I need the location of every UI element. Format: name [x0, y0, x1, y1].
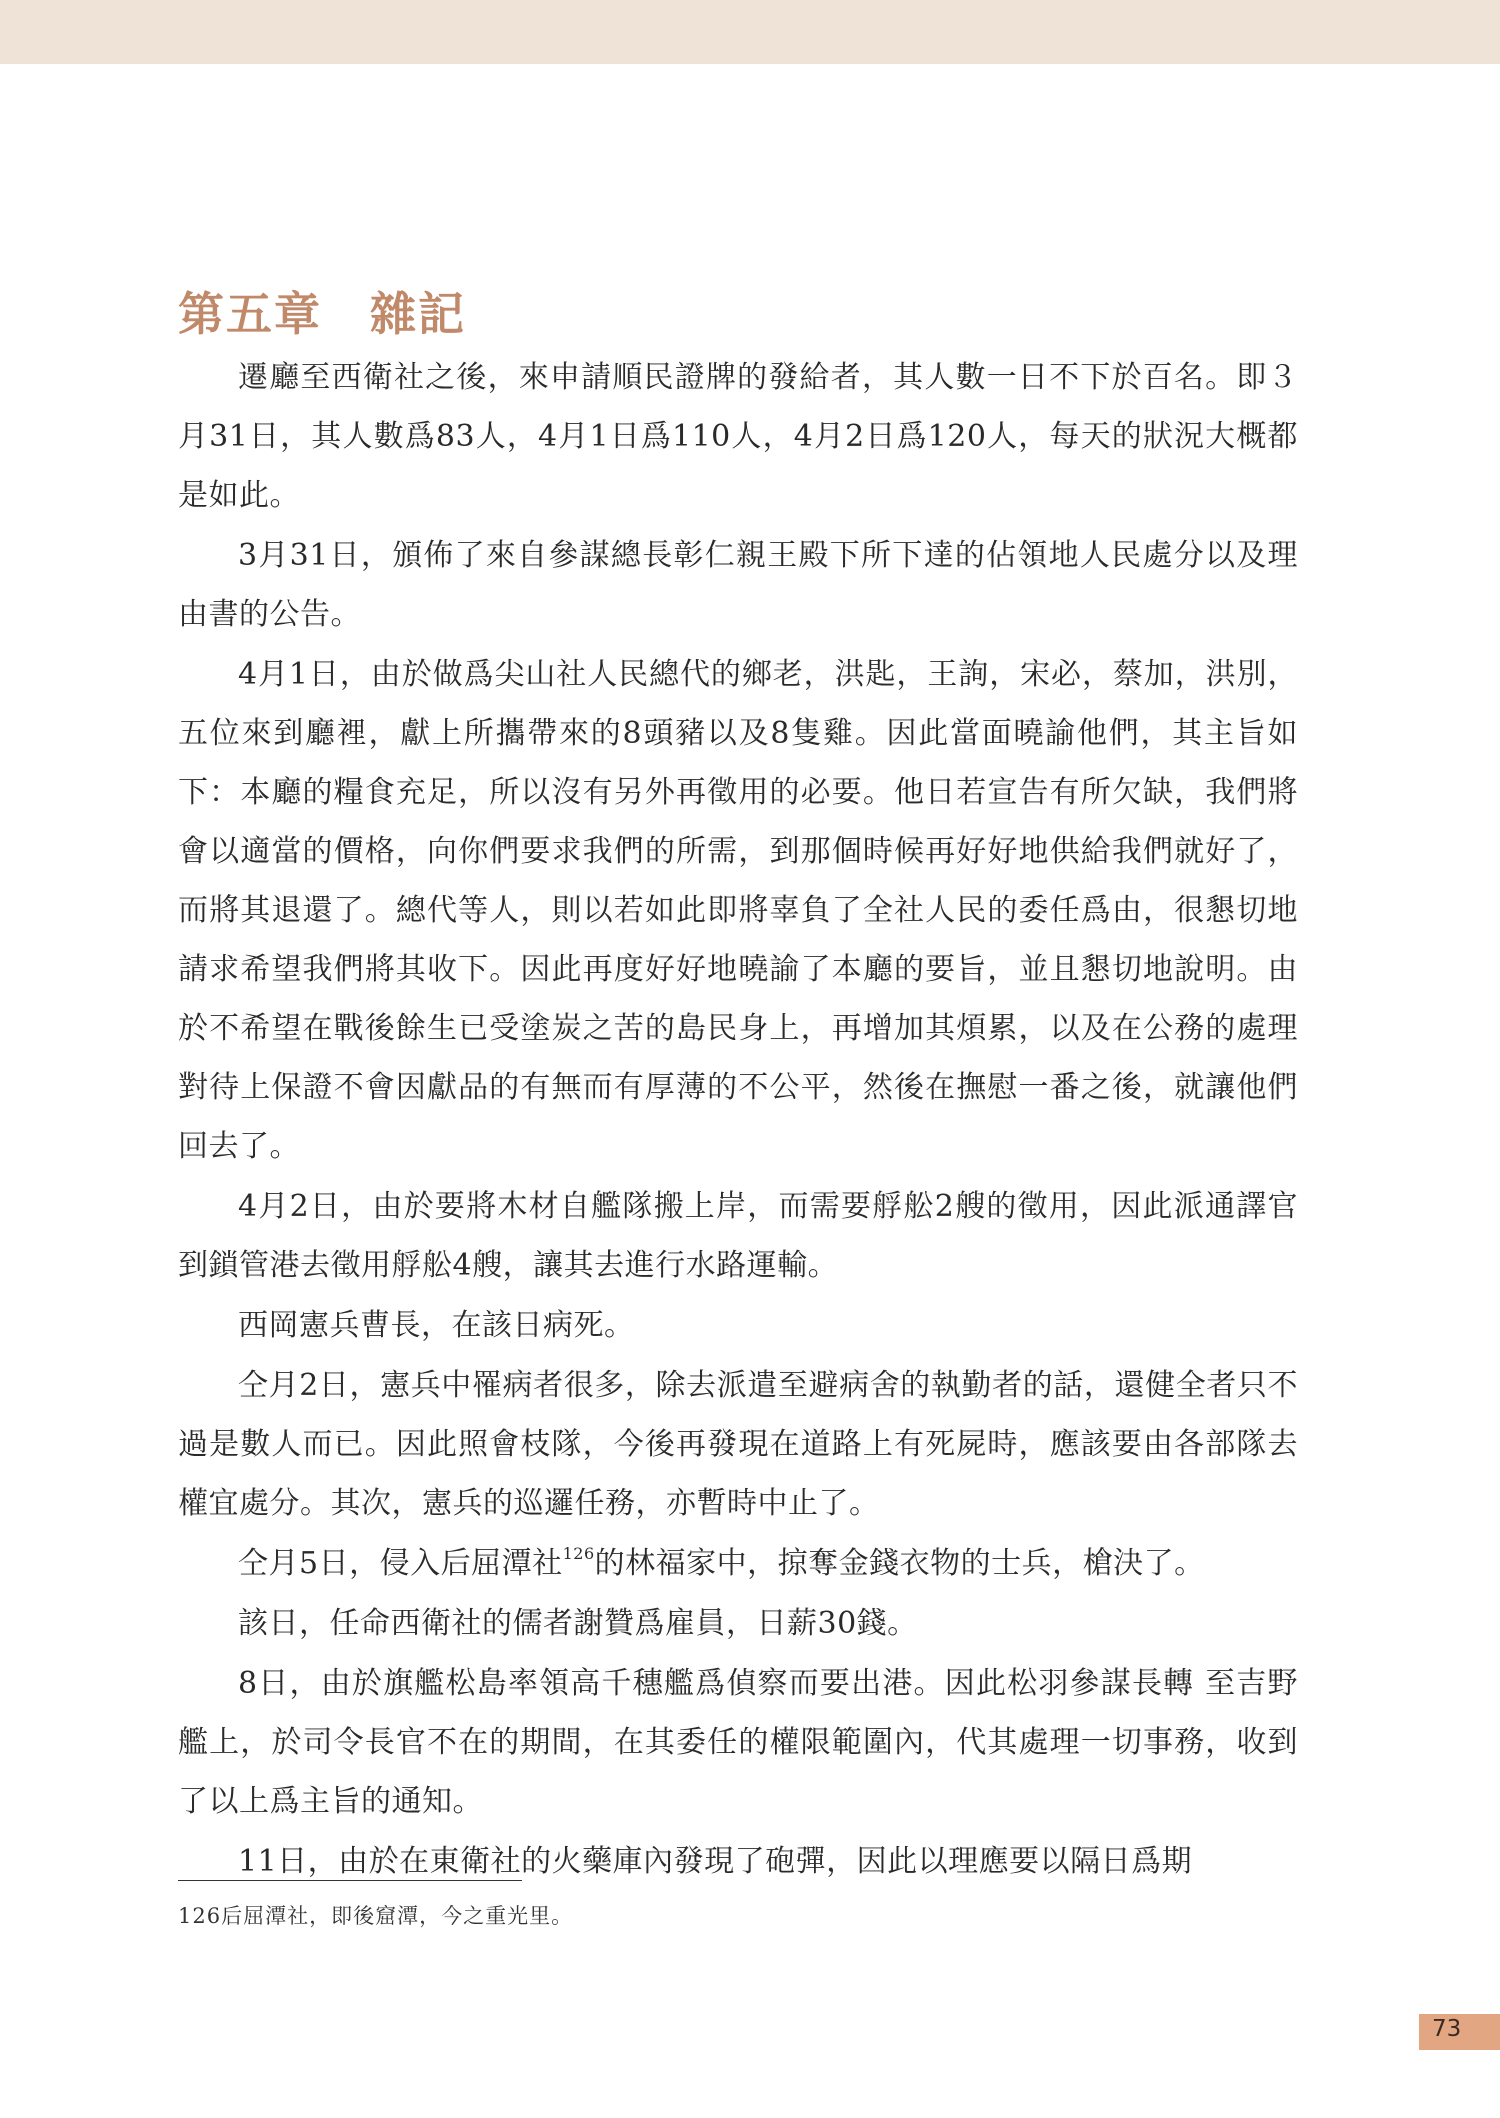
paragraph-7	[178, 1534, 1298, 1593]
page-number: 73	[1432, 2016, 1462, 2042]
body-text	[178, 348, 1298, 1892]
paragraph-1: 遷廳至西衛社之後，來申請順民證牌的發給者，其人數一日不下於百名。即３月31日，其人數爲83人，4月1日爲110人，4月2日爲120人，每天的狀況大概都是如此。	[178, 360, 1298, 513]
paragraph-4: 4月2日，由於要將木材自艦隊搬上岸，而需要艀舩2艘的徵用，因此派通譯官到鎖管港去徵用艀舩4艘，讓其去進行水路運輸。	[178, 1189, 1298, 1283]
footnote-126: 126后屈潭社，即後窟潭，今之重光里。	[178, 1904, 574, 1928]
paragraph-7-text-a: 仝月5日，侵入后屈潭社	[238, 1546, 563, 1581]
footnote-divider	[178, 1880, 522, 1881]
paragraph-6: 仝月2日，憲兵中罹病者很多，除去派遣至避病舍的執勤者的話，還健全者只不過是數人而已。因此照會枝隊，今後再發現在道路上有死屍時，應該要由各部隊去權宜處分。其次，憲兵的巡邏任務，亦暫時中止了。	[178, 1368, 1298, 1521]
paragraph-5: 西岡憲兵曹長，在該日病死。	[238, 1308, 635, 1343]
paragraph-7-text-b: 的林福家中，掠奪金錢衣物的士兵，槍決了。	[594, 1546, 1205, 1581]
paragraph-10: 11日，由於在東衛社的火藥庫內發現了砲彈，因此以理應要以隔日爲期	[238, 1844, 1193, 1879]
footnote-ref-126[interactable]: 126	[562, 1544, 595, 1563]
chapter-title: 第五章 雜記	[178, 287, 466, 341]
paragraph-8: 該日，任命西衛社的儒者謝贊爲雇員，日薪30錢。	[238, 1606, 918, 1641]
paragraph-3: 4月1日，由於做爲尖山社人民總代的鄉老，洪匙，王詢，宋必，蔡加，洪別，五位來到廳裡，獻上所攜帶來的8頭豬以及8隻雞。因此當面曉諭他們，其主旨如下：本廳的糧食充足，所以沒有另外再徵用的必要。他日若宣告有所欠缺，我們將會以適當的價格，向你們要求我們的所需，到那個時候再好好地供給我們就好了，而將其退還了。總代等人，則以若如此即將辜負了全社人民的委任爲由，很懇切地請求希望我們將其收下。因此再度好好地曉諭了本廳的要旨，並且懇切地說明。由於不希望在戰後餘生已受塗炭之苦的島民身上，再增加其煩累，以及在公務的處理對待上保證不會因獻品的有無而有厚薄的不公平，然後在撫慰一番之後，就讓他們回去了。	[178, 657, 1298, 1164]
paragraph-9: 8日，由於旗艦松島率領高千穗艦爲偵察而要出港。因此松羽參謀長轉 至吉野艦上，於司令長官不在的期間，在其委任的權限範圍內，代其處理一切事務，收到了以上爲主旨的通知。	[178, 1666, 1298, 1819]
top-border-band	[0, 0, 1500, 64]
paragraph-2: 3月31日，頒佈了來自參謀總長彰仁親王殿下所下達的佔領地人民處分以及理由書的公告。	[178, 538, 1298, 632]
